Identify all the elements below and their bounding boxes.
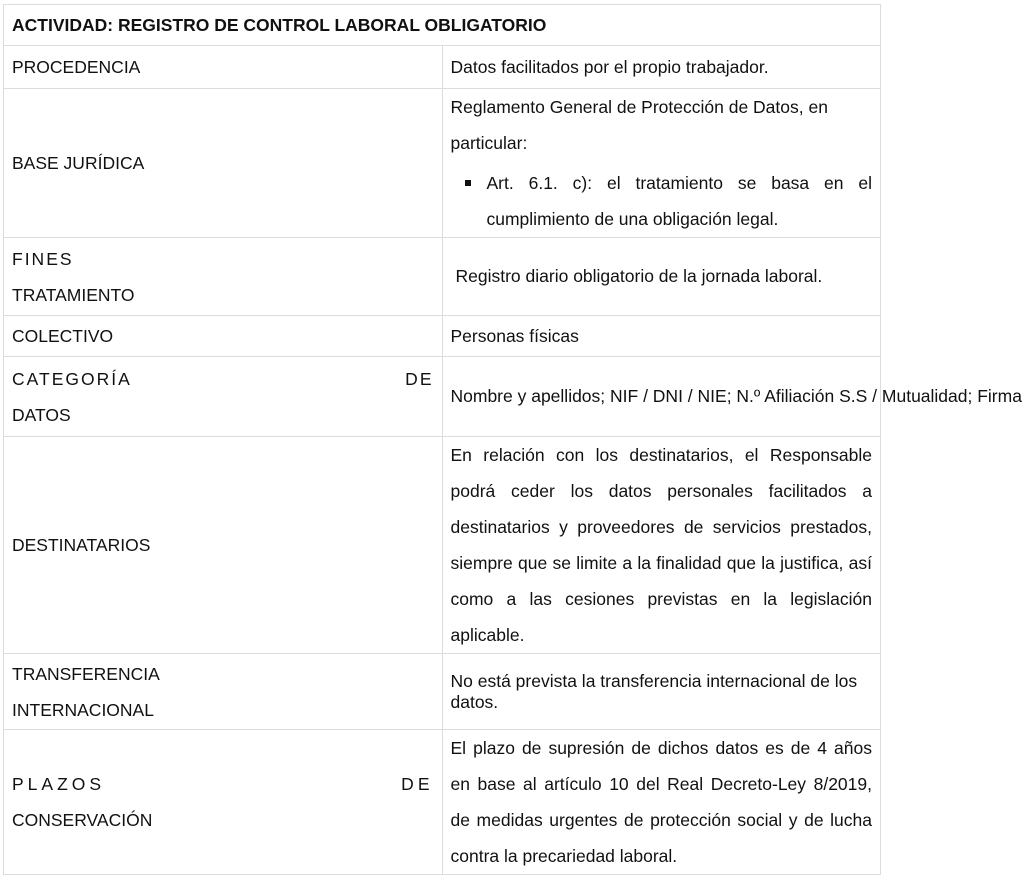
row-label-destinatarios: DESTINATARIOS xyxy=(4,437,443,654)
row-value-fines-tratamiento xyxy=(442,238,881,316)
activity-title: ACTIVIDAD: REGISTRO DE CONTROL LABORAL OBLIGATORIO xyxy=(4,5,881,46)
row-label-transferencia xyxy=(4,654,443,730)
row-value-destinatarios: En relación con los destinatarios, el Responsable podrá ceder los datos personales facilitados a destinatarios y proveedores de servicios prestados, siempre que se limite a la finalidad que la justifica, así como a las cesiones previstas en la legislación aplicable. xyxy=(442,437,881,654)
label-line-2: INTERNACIONAL xyxy=(12,699,154,720)
table-row xyxy=(4,357,881,437)
row-value-plazos-conservacion: El plazo de supresión de dichos datos es de 4 años en base al artículo 10 del Real Decreto-Ley 8/2019, de medidas urgentes de protección social y de lucha contra la precariedad laboral. xyxy=(442,730,881,875)
label-line-2: CONSERVACIÓN xyxy=(12,810,153,830)
label-line-2: DATOS xyxy=(12,404,71,425)
row-label-fines-tratamiento xyxy=(4,238,443,316)
table-row xyxy=(4,316,881,357)
label-line-1: CATEGORÍA DE xyxy=(12,368,434,389)
table-row xyxy=(4,89,881,238)
row-value-procedencia: Datos facilitados por el propio trabajador. xyxy=(442,46,881,89)
table-header-row xyxy=(4,5,881,46)
row-label-categoria-datos xyxy=(4,357,443,437)
base-juridica-intro: Reglamento General de Protección de Datos, en particular: xyxy=(450,97,828,153)
label-line-1: TRANSFERENCIA xyxy=(12,663,160,684)
table-row xyxy=(4,46,881,89)
label-line-1: PLAZOS DE xyxy=(12,774,434,794)
table-row xyxy=(4,437,881,654)
label-line-1: FINES xyxy=(12,248,74,269)
row-label-plazos-conservacion xyxy=(4,730,443,875)
activity-record-table xyxy=(3,4,1022,875)
row-label-base-juridica: BASE JURÍDICA xyxy=(4,89,443,238)
square-bullet-icon xyxy=(465,180,471,186)
row-value-base-juridica xyxy=(442,89,881,238)
table-row xyxy=(4,654,881,730)
list-item-text: Art. 6.1. c): el tratamiento se basa en el cumplimiento de una obligación legal. xyxy=(486,173,872,229)
row-label-procedencia: PROCEDENCIA xyxy=(4,46,443,89)
row-value-text: Registro diario obligatorio de la jornada laboral. xyxy=(455,266,823,286)
table-row xyxy=(4,730,881,875)
table-row xyxy=(4,238,881,316)
list-item xyxy=(487,165,873,237)
row-value-transferencia: No está prevista la transferencia internacional de los datos. xyxy=(442,654,881,730)
label-line-2: TRATAMIENTO xyxy=(12,284,135,305)
row-value-categoria-datos: Nombre y apellidos; NIF / DNI / NIE; N.º Afiliación S.S / Mutualidad; Firma xyxy=(442,357,881,437)
base-juridica-list xyxy=(451,165,873,237)
row-label-colectivo: COLECTIVO xyxy=(4,316,443,357)
row-value-colectivo: Personas físicas xyxy=(442,316,881,357)
